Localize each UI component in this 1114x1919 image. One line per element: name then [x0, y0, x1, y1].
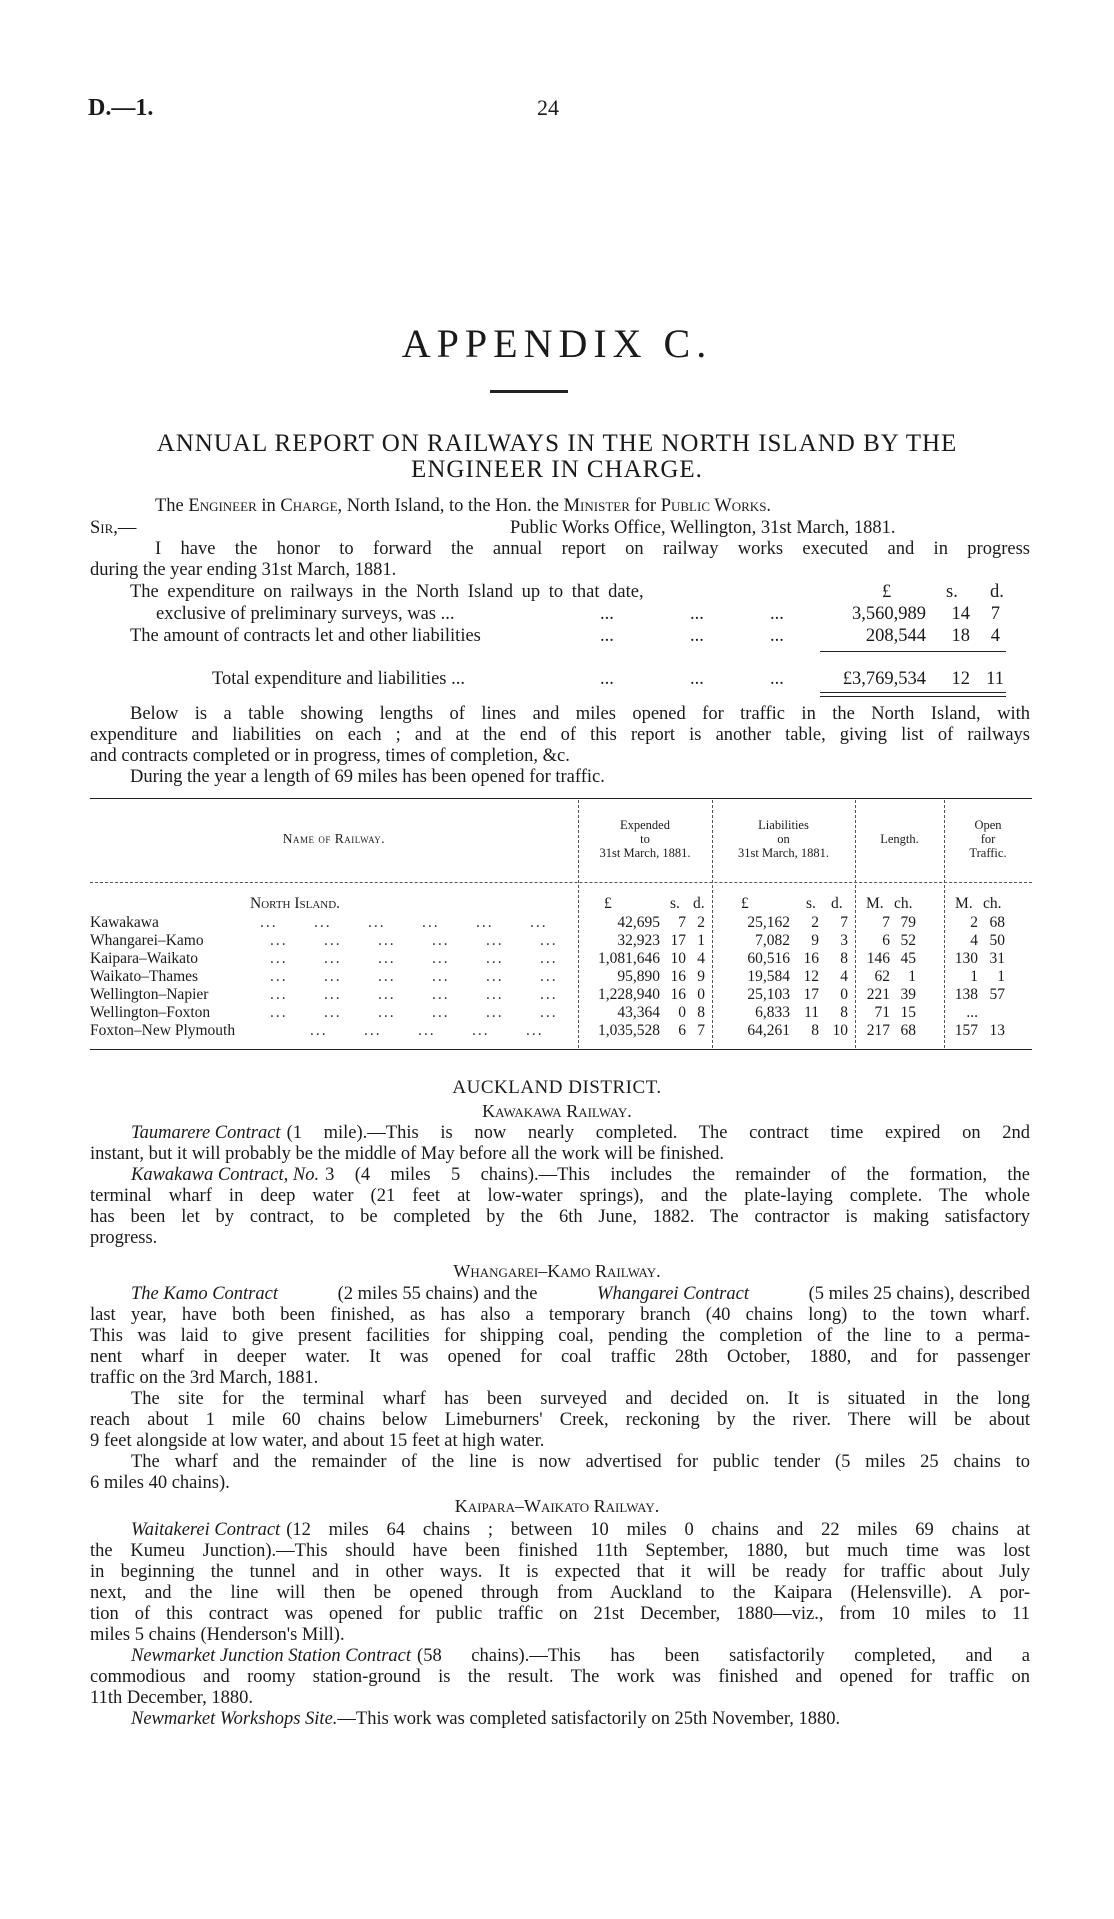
kaipara-paragraph-2-line-2: commodious and roomy station-ground is the result. The work was finished and opened for traffic on [90, 1667, 1030, 1687]
whangarei-paragraph-3-line-2: 6 miles 40 chains). [90, 1473, 230, 1493]
table-cell-lia-s: 8 [811, 1022, 819, 1039]
table-cell-exp-l: 1,035,528 [598, 1022, 660, 1039]
letter-address-line: The Engineer in Charge, North Island, to the Hon. the Minister for Public Works. [155, 496, 772, 516]
paragraph-text: (12 miles 64 chains ; between 10 miles 0 chains and 22 miles 69 chains at [286, 1520, 1030, 1540]
kaipara-paragraph-1-line-5: tion of this contract was opened for public traffic on 21st December, 1880—viz., from 10 miles to 11 [90, 1604, 1030, 1624]
contract-title: The Kamo Contract [131, 1284, 278, 1304]
table-row-name: Foxton–New Plymouth [90, 1022, 236, 1039]
unit-shillings: s. [806, 895, 816, 912]
table-header-rule [90, 882, 1032, 883]
table-cell-exp-s: 7 [678, 914, 686, 931]
leader-dots: ... [486, 968, 504, 985]
unit-pence: d. [831, 895, 843, 912]
kaipara-paragraph-2-line-1 [131, 1646, 1030, 1667]
unit-miles: M. [866, 895, 884, 912]
leader-dots: ... [432, 986, 450, 1003]
header-open-3: Traffic. [969, 846, 1007, 860]
contract-title: Waitakerei Contract [131, 1520, 281, 1540]
table-row-name: Wellington–Foxton [90, 1004, 211, 1021]
leader-dots: ... [432, 950, 450, 967]
table-cell-exp-l: 1,081,646 [598, 950, 660, 967]
table-cell-open-m: 157 [954, 1022, 978, 1039]
leader-dots: ... [530, 914, 548, 931]
table-cell-open-c: 57 [989, 986, 1005, 1003]
table-cell-lia-d: 10 [832, 1022, 848, 1039]
ellipsis: ... [600, 604, 614, 624]
ellipsis: ... [690, 626, 704, 646]
ellipsis: ... [770, 604, 784, 624]
leader-dots: ... [486, 950, 504, 967]
table-cell-open-m: ... [966, 1004, 978, 1021]
kawakawa-paragraph-2-line-4: progress. [90, 1228, 158, 1248]
paragraph-text: (58 chains).—This has been satisfactorily completed, and a [417, 1646, 1030, 1666]
leader-dots: ... [364, 1022, 382, 1039]
document-reference: D.—1. [88, 95, 154, 121]
leader-dots: ... [540, 932, 558, 949]
unit-pounds: £ [604, 895, 612, 912]
total-pounds: £3,769,534 [842, 669, 926, 689]
liabilities-shillings: 18 [951, 626, 970, 646]
table-cell-lia-s: 12 [803, 968, 819, 985]
table-cell-lia-s: 11 [804, 1004, 819, 1021]
table-cell-exp-d: 7 [697, 1022, 705, 1039]
table-cell-lia-l: 6,833 [755, 1004, 790, 1021]
ellipsis: ... [600, 669, 614, 689]
table-cell-open-m: 1 [970, 968, 978, 985]
leader-dots: ... [324, 1004, 342, 1021]
kaipara-paragraph-1-line-4: next, and the line will then be opened through from Auckland to the Kaipara (Helensville). A por- [90, 1583, 1030, 1603]
pence-column-header: d. [990, 582, 1004, 602]
table-cell-exp-s: 16 [670, 986, 686, 1003]
table-cell-exp-d: 9 [697, 968, 705, 985]
shillings-column-header: s. [946, 582, 958, 602]
during-paragraph: During the year a length of 69 miles has been opened for traffic. [130, 767, 605, 787]
table-cell-len-c: 1 [908, 968, 916, 985]
table-cell-len-c: 45 [900, 950, 916, 967]
table-cell-exp-l: 42,695 [617, 914, 660, 931]
table-cell-len-c: 79 [900, 914, 916, 931]
table-cell-lia-l: 60,516 [747, 950, 790, 967]
leader-dots: ... [540, 1004, 558, 1021]
leader-dots: ... [540, 986, 558, 1003]
pounds-column-header: £ [882, 582, 892, 602]
kaipara-paragraph-1-line-1 [131, 1520, 1030, 1541]
report-title-line-1: ANNUAL REPORT ON RAILWAYS IN THE NORTH ISLAND BY THE [156, 430, 958, 457]
paragraph-text: (1 mile).—This is now nearly completed. The contract time expired on 2nd [286, 1123, 1030, 1143]
leader-dots: ... [476, 914, 494, 931]
kaipara-heading: Kaipara–Waikato Railway. [454, 1496, 660, 1516]
table-cell-len-m: 221 [866, 986, 890, 1003]
unit-pounds: £ [741, 895, 749, 912]
paragraph-text: (2 miles 55 chains) and the [337, 1284, 538, 1304]
letter-office-line: Public Works Office, Wellington, 31st March, 1881. [510, 518, 896, 538]
kawakawa-paragraph-2-line-2: terminal wharf in deep water (21 feet at low-water springs), and the plate-laying complete. The whole [90, 1186, 1030, 1206]
whangarei-paragraph-1-line-4: nent wharf in deeper water. It was opened for coal traffic 28th October, 1880, and for passenger [90, 1347, 1030, 1367]
table-cell-lia-s: 2 [811, 914, 819, 931]
table-cell-open-m: 130 [954, 950, 978, 967]
table-top-rule [90, 798, 1032, 799]
table-cell-lia-l: 19,584 [747, 968, 790, 985]
table-cell-lia-l: 25,162 [747, 914, 790, 931]
paragraph-text: (5 miles 25 chains), described [808, 1284, 1030, 1304]
contract-title: Newmarket Junction Station Contract [131, 1646, 412, 1666]
table-cell-len-m: 146 [866, 950, 890, 967]
appendix-title: APPENDIX C. [401, 321, 713, 366]
table-cell-lia-d: 7 [840, 914, 848, 931]
whangarei-paragraph-1-line-5: traffic on the 3rd March, 1881. [90, 1368, 319, 1388]
letter-salutation: Sir,— [90, 518, 137, 538]
leader-dots: ... [486, 986, 504, 1003]
table-cell-len-c: 39 [900, 986, 916, 1003]
leader-dots: ... [324, 968, 342, 985]
page-number: 24 [537, 95, 559, 120]
leader-dots: ... [324, 950, 342, 967]
leader-dots: ... [310, 1022, 328, 1039]
leader-dots: ... [314, 914, 332, 931]
district-heading: AUCKLAND DISTRICT. [452, 1077, 662, 1098]
kawakawa-paragraph-2-line-1 [131, 1165, 1030, 1186]
ellipsis: ... [600, 626, 614, 646]
table-cell-lia-d: 4 [840, 968, 848, 985]
leader-dots: ... [324, 932, 342, 949]
ellipsis: ... [690, 669, 704, 689]
header-liabilities-2: on [777, 832, 790, 846]
title-rule [490, 390, 568, 393]
leader-dots: ... [378, 1004, 396, 1021]
table-cell-lia-d: 0 [840, 986, 848, 1003]
whangarei-paragraph-1-line-3: This was laid to give present facilities for shipping coal, pending the completion of the line to a perma- [90, 1326, 1030, 1346]
table-cell-lia-s: 17 [803, 986, 819, 1003]
leader-dots: ... [270, 968, 288, 985]
unit-pence: d. [693, 895, 705, 912]
table-cell-lia-l: 64,261 [747, 1022, 790, 1039]
header-expended-1: Expended [620, 818, 670, 832]
header-liabilities-3: 31st March, 1881. [738, 846, 829, 860]
header-expended-2: to [640, 832, 650, 846]
table-cell-lia-l: 25,103 [747, 986, 790, 1003]
kawakawa-paragraph-2-line-3: has been let by contract, to be completed by the 6th June, 1882. The contractor is making satisfactory [90, 1207, 1030, 1227]
header-expended-3: 31st March, 1881. [599, 846, 691, 860]
table-cell-exp-l: 32,923 [617, 932, 660, 949]
table-cell-exp-d: 0 [697, 986, 705, 1003]
header-liabilities-1: Liabilities [758, 818, 809, 832]
leader-dots: ... [432, 932, 450, 949]
leader-dots: ... [378, 932, 396, 949]
whangarei-heading: Whangarei–Kamo Railway. [453, 1261, 661, 1281]
contract-title: Whangarei Contract [597, 1284, 749, 1304]
expenditure-line-1b: exclusive of preliminary surveys, was ... [156, 604, 455, 624]
table-cell-exp-d: 8 [697, 1004, 705, 1021]
table-cell-open-c: 1 [997, 968, 1005, 985]
header-open-2: for [980, 832, 996, 846]
leader-dots: ... [526, 1022, 544, 1039]
leader-dots: ... [540, 968, 558, 985]
liabilities-pounds: 208,544 [865, 626, 926, 646]
kaipara-paragraph-1-line-6: miles 5 chains (Henderson's Mill). [90, 1625, 345, 1645]
leader-dots: ... [260, 914, 278, 931]
whangarei-paragraph-2-line-2: reach about 1 mile 60 chains below Limeburners' Creek, reckoning by the river. There will be about [90, 1410, 1030, 1430]
table-section-label: North Island. [250, 895, 341, 912]
unit-shillings: s. [670, 895, 680, 912]
table-cell-lia-l: 7,082 [755, 932, 790, 949]
table-cell-exp-d: 4 [697, 950, 705, 967]
table-cell-open-m: 138 [954, 986, 978, 1003]
table-cell-exp-s: 17 [670, 932, 686, 949]
table-row-name: Kawakawa [90, 914, 159, 931]
whangarei-paragraph-2-line-3: 9 feet alongside at low water, and about 15 feet at high water. [90, 1431, 545, 1451]
leader-dots: ... [378, 968, 396, 985]
table-cell-exp-l: 1,228,940 [598, 986, 660, 1003]
table-cell-open-m: 4 [970, 932, 978, 949]
leader-dots: ... [324, 986, 342, 1003]
whangarei-paragraph-3-line-1: The wharf and the remainder of the line is now advertised for public tender (5 miles 25 chains to [131, 1452, 1030, 1472]
table-cell-len-m: 6 [882, 932, 890, 949]
table-cell-exp-s: 10 [670, 950, 686, 967]
table-bottom-rule [90, 1049, 1032, 1050]
expenditure-pence: 7 [990, 604, 1000, 624]
table-cell-len-c: 15 [900, 1004, 916, 1021]
table-cell-open-c: 13 [989, 1022, 1005, 1039]
expenditure-pounds: 3,560,989 [852, 604, 926, 624]
below-paragraph-line-3: and contracts completed or in progress, times of completion, &c. [90, 746, 570, 766]
expenditure-shillings: 14 [951, 604, 970, 624]
leader-dots: ... [432, 968, 450, 985]
contract-title: Newmarket Workshops Site. [131, 1709, 338, 1729]
table-cell-len-m: 7 [882, 914, 890, 931]
total-shillings: 12 [951, 669, 970, 689]
table-cell-lia-s: 9 [811, 932, 819, 949]
unit-chains: ch. [983, 895, 1002, 912]
total-double-rule [820, 692, 1006, 697]
paragraph-text: 3 (4 miles 5 chains).—This includes the remainder of the formation, the [325, 1165, 1030, 1185]
kawakawa-paragraph-1-line-1 [131, 1123, 1030, 1144]
ellipsis: ... [690, 604, 704, 624]
liabilities-pence: 4 [990, 626, 1000, 646]
table-cell-lia-d: 8 [840, 950, 848, 967]
table-cell-open-c: 68 [989, 914, 1005, 931]
kawakawa-heading: Kawakawa Railway. [482, 1101, 632, 1121]
leader-dots: ... [422, 914, 440, 931]
ellipsis: ... [770, 669, 784, 689]
leader-dots: ... [270, 932, 288, 949]
table-cell-len-m: 62 [874, 968, 890, 985]
table-cell-exp-l: 43,364 [617, 1004, 660, 1021]
table-row-name: Wellington–Napier [90, 986, 209, 1003]
table-cell-lia-s: 16 [803, 950, 819, 967]
report-title-line-2: ENGINEER IN CHARGE. [411, 456, 703, 483]
whangarei-paragraph-2-line-1: The site for the terminal wharf has been surveyed and decided on. It is situated in the long [131, 1389, 1030, 1409]
below-paragraph-line-1: Below is a table showing lengths of lines and miles opened for traffic in the North Island, with [130, 704, 1030, 724]
leader-dots: ... [432, 1004, 450, 1021]
table-cell-len-c: 52 [900, 932, 916, 949]
header-name-of-railway: Name of Railway. [282, 831, 386, 846]
expenditure-line-1a: The expenditure on railways in the North Island up to that date, [130, 582, 644, 602]
table-cell-lia-d: 8 [840, 1004, 848, 1021]
leader-dots: ... [486, 1004, 504, 1021]
leader-dots: ... [378, 986, 396, 1003]
table-row-name: Whangarei–Kamo [90, 932, 204, 949]
whangarei-paragraph-1-line-2: last year, have both been finished, as has also a temporary branch (40 chains long) to the town wharf. [90, 1305, 1030, 1325]
leader-dots: ... [472, 1022, 490, 1039]
table-cell-exp-s: 0 [678, 1004, 686, 1021]
kawakawa-paragraph-1-line-2: instant, but it will probably be the middle of May before all the work will be finished. [90, 1144, 725, 1164]
table-cell-len-m: 71 [874, 1004, 890, 1021]
table-cell-open-c: 31 [989, 950, 1005, 967]
liabilities-line: The amount of contracts let and other liabilities [130, 626, 481, 646]
unit-chains: ch. [894, 895, 913, 912]
leader-dots: ... [378, 950, 396, 967]
contract-title: Kawakawa Contract, No. [131, 1165, 320, 1185]
table-cell-exp-s: 16 [670, 968, 686, 985]
unit-miles: M. [955, 895, 973, 912]
leader-dots: ... [270, 950, 288, 967]
kaipara-paragraph-2-line-3: 11th December, 1880. [90, 1688, 253, 1708]
table-cell-exp-l: 95,890 [617, 968, 660, 985]
total-label: Total expenditure and liabilities ... [212, 669, 466, 689]
below-paragraph-line-2: expenditure and liabilities on each ; and at the end of this report is another table, giving list of railways [90, 725, 1030, 745]
table-cell-len-m: 217 [866, 1022, 890, 1039]
kaipara-paragraph-3 [131, 1709, 840, 1730]
table-cell-len-c: 68 [900, 1022, 916, 1039]
leader-dots: ... [270, 1004, 288, 1021]
table-cell-open-c: 50 [989, 932, 1005, 949]
leader-dots: ... [486, 932, 504, 949]
table-row-name: Kaipara–Waikato [90, 950, 199, 967]
leader-dots: ... [270, 986, 288, 1003]
kaipara-paragraph-1-line-3: in beginning the tunnel and in other ways. It is expected that it will be ready for traffic about July [90, 1562, 1030, 1582]
whangarei-paragraph-1-line-1 [131, 1284, 1030, 1305]
contract-title: Taumarere Contract [131, 1123, 281, 1143]
header-length: Length. [880, 832, 919, 846]
letter-intro-line-2: during the year ending 31st March, 1881. [90, 560, 397, 580]
ellipsis: ... [770, 626, 784, 646]
header-open-1: Open [974, 818, 1002, 832]
kaipara-paragraph-1-line-2: the Kumeu Junction).—This should have been finished 11th September, 1880, but much time was lost [90, 1541, 1030, 1561]
table-cell-exp-d: 1 [697, 932, 705, 949]
letter-intro-line-1: I have the honor to forward the annual report on railway works executed and in progress [155, 539, 1030, 559]
table-cell-exp-s: 6 [678, 1022, 686, 1039]
total-pence: 11 [986, 669, 1004, 689]
leader-dots: ... [368, 914, 386, 931]
table-cell-open-m: 2 [970, 914, 978, 931]
leader-dots: ... [540, 950, 558, 967]
leader-dots: ... [418, 1022, 436, 1039]
table-cell-exp-d: 2 [697, 914, 705, 931]
paragraph-text: —This work was completed satisfactorily on 25th November, 1880. [337, 1709, 841, 1729]
table-cell-lia-d: 3 [840, 932, 848, 949]
subtotal-rule [820, 651, 1006, 652]
table-row-name: Waikato–Thames [90, 968, 199, 985]
